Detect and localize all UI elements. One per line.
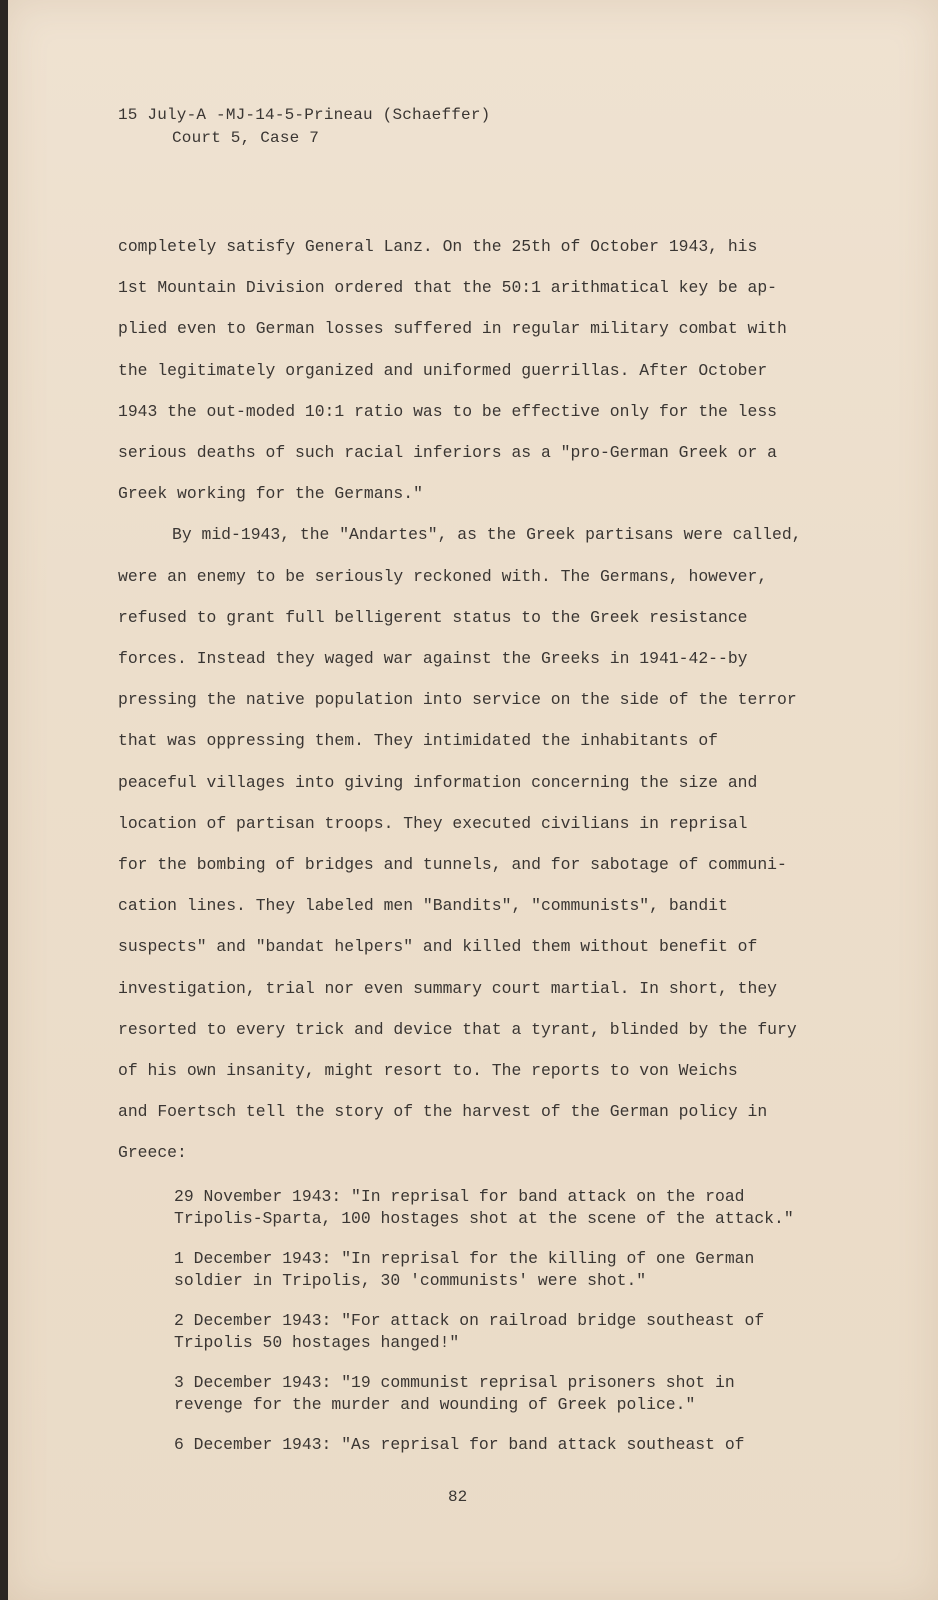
report-entry <box>174 1310 834 1354</box>
body-line: suspects" and "bandat helpers" and killed them without benefit of <box>118 937 758 957</box>
report-entry-line: revenge for the murder and wounding of Greek police." <box>174 1395 696 1414</box>
body-line: 1st Mountain Division ordered that the 50:1 arithmatical key be ap- <box>118 278 778 298</box>
report-entries <box>174 1186 834 1474</box>
report-entry-line: Tripolis-Sparta, 100 hostages shot at the scene of the attack." <box>174 1209 794 1228</box>
body-line: location of partisan troops. They executed civilians in reprisal <box>118 813 748 833</box>
document-header <box>118 104 490 150</box>
body-line: peaceful villages into giving information concerning the size and <box>118 772 758 792</box>
body-line: for the bombing of bridges and tunnels, and for sabotage of communi- <box>118 855 787 875</box>
body-line: pressing the native population into service on the side of the terror <box>118 690 797 710</box>
header-reference: 15 July-A -MJ-14-5-Prineau (Schaeffer) <box>118 106 491 124</box>
report-entry <box>174 1186 834 1230</box>
report-entry <box>174 1434 834 1456</box>
body-line: were an enemy to be seriously reckoned with. The Germans, however, <box>118 566 768 586</box>
body-line: 1943 the out-moded 10:1 ratio was to be effective only for the less <box>118 401 778 421</box>
report-entry <box>174 1372 834 1416</box>
body-line: forces. Instead they waged war against the Greeks in 1941-42--by <box>118 649 748 669</box>
body-line: that was oppressing them. They intimidated the inhabitants of <box>118 731 718 751</box>
body-line: of his own insanity, might resort to. The reports to von Weichs <box>118 1061 738 1081</box>
body-line: the legitimately organized and uniformed guerrillas. After October <box>118 360 768 380</box>
body-line: completely satisfy General Lanz. On the 25th of October 1943, his <box>118 237 758 256</box>
report-entry-line: 6 December 1943: "As reprisal for band attack southeast of <box>174 1435 745 1454</box>
report-entry-line: 1 December 1943: "In reprisal for the killing of one German <box>174 1249 755 1268</box>
body-line: By mid-1943, the "Andartes", as the Greek partisans were called, <box>172 525 802 545</box>
report-entry-line: 3 December 1943: "19 communist reprisal prisoners shot in <box>174 1373 735 1392</box>
body-text <box>118 226 830 1174</box>
document-page <box>8 0 938 1600</box>
body-line: Greece: <box>118 1143 187 1163</box>
header-court-case: Court 5, Case 7 <box>172 129 320 147</box>
body-line: investigation, trial nor even summary court martial. In short, they <box>118 978 778 998</box>
report-entry <box>174 1248 834 1292</box>
report-entry-line: soldier in Tripolis, 30 'communists' were shot." <box>174 1271 647 1290</box>
page-number: 82 <box>448 1488 468 1506</box>
body-line: Greek working for the Germans." <box>118 484 423 504</box>
body-line: refused to grant full belligerent status to the Greek resistance <box>118 607 748 627</box>
body-line: cation lines. They labeled men "Bandits", "communists", bandit <box>118 896 728 916</box>
report-entry-line: 29 November 1943: "In reprisal for band attack on the road <box>174 1187 745 1206</box>
report-entry-line: Tripolis 50 hostages hanged!" <box>174 1333 460 1352</box>
report-entry-line: 2 December 1943: "For attack on railroad bridge southeast of <box>174 1311 765 1330</box>
body-line: and Foertsch tell the story of the harvest of the German policy in <box>118 1102 768 1122</box>
body-line: serious deaths of such racial inferiors as a "pro-German Greek or a <box>118 443 778 463</box>
body-line: plied even to German losses suffered in regular military combat with <box>118 319 787 339</box>
body-line: resorted to every trick and device that a tyrant, blinded by the fury <box>118 1019 797 1039</box>
